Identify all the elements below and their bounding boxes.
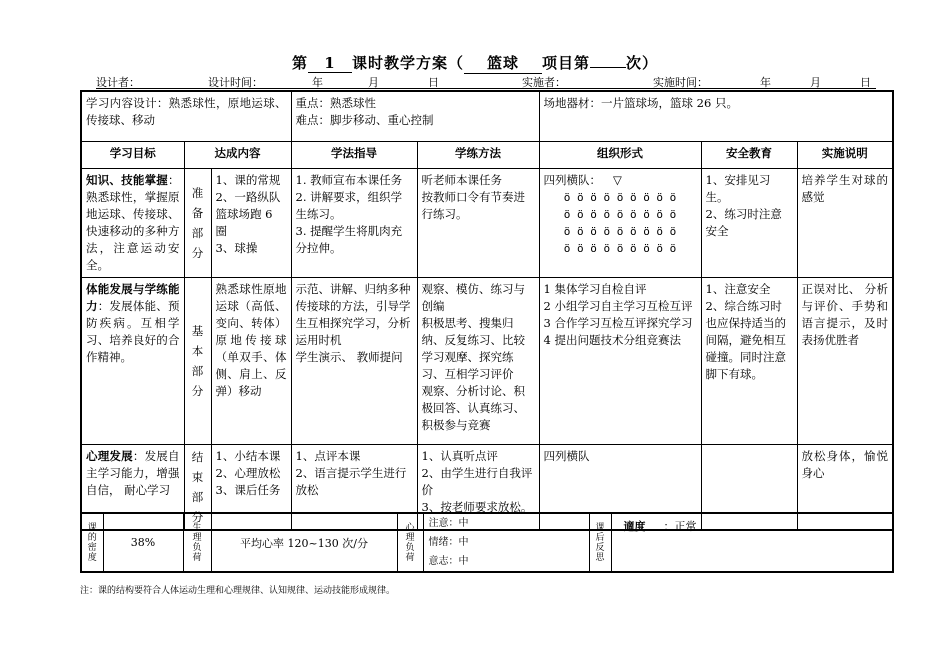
note-cell: 放松身体，愉悦身心 [797, 444, 893, 530]
method-cell: 观察、模仿、练习与创编 积极思考、搜集归纳、反复练习、比较学习观摩、探究练习、互相学习评价 观察、分析讨论、积极回答、认真练习、积极参与竞赛 [417, 277, 539, 444]
guide-cell: 示范、讲解、归纳多种传接球的方法，引导学生互相探究学习，分析运用时机 学生演示、 教师提问 [291, 277, 417, 444]
method-cell: 1、认真听点评 2、由学生进行自我评价 3、按老师要求放松。 [417, 444, 539, 530]
goal-text: ：熟悉球性，掌握原地运球、传接球、快速移动的多种方法，注意运动安全。 [86, 172, 180, 272]
col-header-content: 达成内容 [184, 141, 291, 168]
safety-cell: 1、注意安全 2、综合练习时也应保持适当的间隔，避免相互碰撞。同时注意脚下有球。 [701, 277, 797, 444]
guide-cell: 1、点评本课 2、语言提示学生进行放松 [291, 444, 417, 530]
title-middle: 课时教学方案（ [351, 54, 464, 72]
item-number [590, 67, 626, 68]
impl-month: 月 [810, 76, 821, 89]
lesson-plan-table [80, 90, 894, 531]
info-row [81, 91, 893, 141]
safety-cell: 1、安排见习生。 2、练习时注意安全 [701, 168, 797, 277]
col-header-org: 组织形式 [539, 141, 701, 168]
reflect-value: ：正常 [663, 520, 697, 533]
reflect-label-cell [589, 513, 611, 572]
teacher-icon: ▽ [613, 172, 622, 187]
density-label-cell [81, 513, 103, 572]
goal-cell [81, 168, 184, 277]
design-year: 年 [312, 76, 323, 89]
psych-attention: 注意：中 [428, 518, 469, 529]
table-row [81, 277, 893, 444]
formation-line-2: ö ö ö ö ö ö ö ö ö [563, 207, 677, 221]
guide-cell: 1. 教师宣布本课任务 2. 讲解要求，组织学生练习。 3. 提醒学生将肌肉充分拉伸。 [291, 168, 417, 277]
phase-label: 基本部分 [191, 323, 204, 398]
col-header-note: 实施说明 [797, 141, 893, 168]
goal-cell [81, 277, 184, 444]
meta-line [96, 74, 876, 89]
header-row [81, 141, 893, 168]
org-cell: 四列横队 [539, 444, 701, 530]
design-day: 日 [428, 76, 439, 89]
impl-year: 年 [760, 76, 771, 89]
focus-text: 重点：熟悉球性 [295, 96, 377, 110]
formation-line-3: ö ö ö ö ö ö ö ö ö [563, 224, 677, 238]
impl-day: 日 [860, 76, 871, 89]
physio-value: 平均心率 120~130 次/分 [211, 513, 397, 572]
col-header-guide: 学法指导 [291, 141, 417, 168]
density-label: 课的密度 [87, 522, 97, 563]
title-prefix: 第 [291, 54, 308, 72]
page-title [0, 52, 950, 74]
difficulty-text: 难点：脚步移动、重心控制 [295, 113, 434, 127]
org-cell [539, 168, 701, 277]
psych-label-cell [397, 513, 423, 572]
formation-line-4: ö ö ö ö ö ö ö ö ö [563, 241, 677, 255]
org-label: 四列横队： [543, 172, 602, 187]
org-cell: 1 集体学习自检自评 2 小组学习自主学习互检互评 3 合作学习互检互评探究学习 4 提出问题技术分组竞赛法 [539, 277, 701, 444]
content-cell: 1、课的常规 2、一路纵队篮球场跑 6 圈 3、球操 [211, 168, 291, 277]
physio-label: 生理负荷 [192, 522, 202, 563]
col-header-safety: 安全教育 [701, 141, 797, 168]
content-design-cell: 学习内容设计：熟悉球性，原地运球、传接球、移动 [81, 91, 291, 141]
reflect-cell [611, 513, 893, 572]
phase-label: 准备部分 [191, 185, 204, 260]
designer-label: 设计者： [96, 76, 140, 89]
goal-title: 体能发展与学练能力 [86, 281, 180, 313]
method-cell: 听老师本课任务 按教师口令有节奏进行练习。 [417, 168, 539, 277]
reflect-key: 適度 [623, 520, 646, 533]
goal-text: ：发展自主学习能力，增强自信， 耐心学习 [86, 448, 180, 497]
goal-title: 心理发展 [86, 448, 133, 463]
equipment-cell: 场地器材：一片篮球场，篮球 26 只。 [539, 91, 893, 141]
reflect-label: 课后反思 [595, 522, 605, 563]
note-cell: 正误对比、 分析与评价、手势和语言提示，及时表扬优胜者 [797, 277, 893, 444]
title-middle-2: 项目第 [542, 54, 591, 72]
phase-cell [184, 168, 211, 277]
footnote: 注：课的结构要符合人体运动生理和心理规律、认知规律、运动技能形成规律。 [80, 586, 396, 596]
col-header-goal: 学习目标 [81, 141, 184, 168]
formation-line-1: ö ö ö ö ö ö ö ö ö [563, 190, 677, 204]
col-header-method: 学练方法 [417, 141, 539, 168]
impl-time-label: 实施时间： [653, 76, 708, 89]
design-month: 月 [368, 76, 379, 89]
table-row [81, 168, 893, 277]
note-cell: 培养学生对球的感觉 [797, 168, 893, 277]
title-suffix: 次） [626, 54, 659, 72]
psych-will: 意志：中 [428, 556, 469, 567]
focus-cell [291, 91, 539, 141]
content-cell: 1、小结本课 2、心理放松 3、课后任务 [211, 444, 291, 530]
design-time-label: 设计时间： [208, 76, 263, 89]
phase-label: 结束部分 [191, 449, 204, 524]
sport-name: 篮球 [464, 52, 542, 74]
content-cell: 熟悉球性原地运球（高低、变向、转体）原地传接球（单双手、体侧、肩上、反弹）移动 [211, 277, 291, 444]
implementer-label: 实施者： [522, 76, 566, 89]
psych-emotion: 情绪：中 [428, 537, 469, 548]
goal-text: ：发展体能、预防疾病。互相学习、培养良好的合作精神。 [86, 298, 180, 364]
psych-label: 心理负荷 [405, 522, 415, 563]
lesson-number: 1 [308, 54, 352, 73]
goal-title: 知识、技能掌握 [86, 172, 168, 187]
phase-cell [184, 277, 211, 444]
load-table [80, 512, 894, 573]
density-value: 38% [103, 513, 183, 572]
physio-label-cell [183, 513, 211, 572]
psych-values [423, 513, 589, 572]
